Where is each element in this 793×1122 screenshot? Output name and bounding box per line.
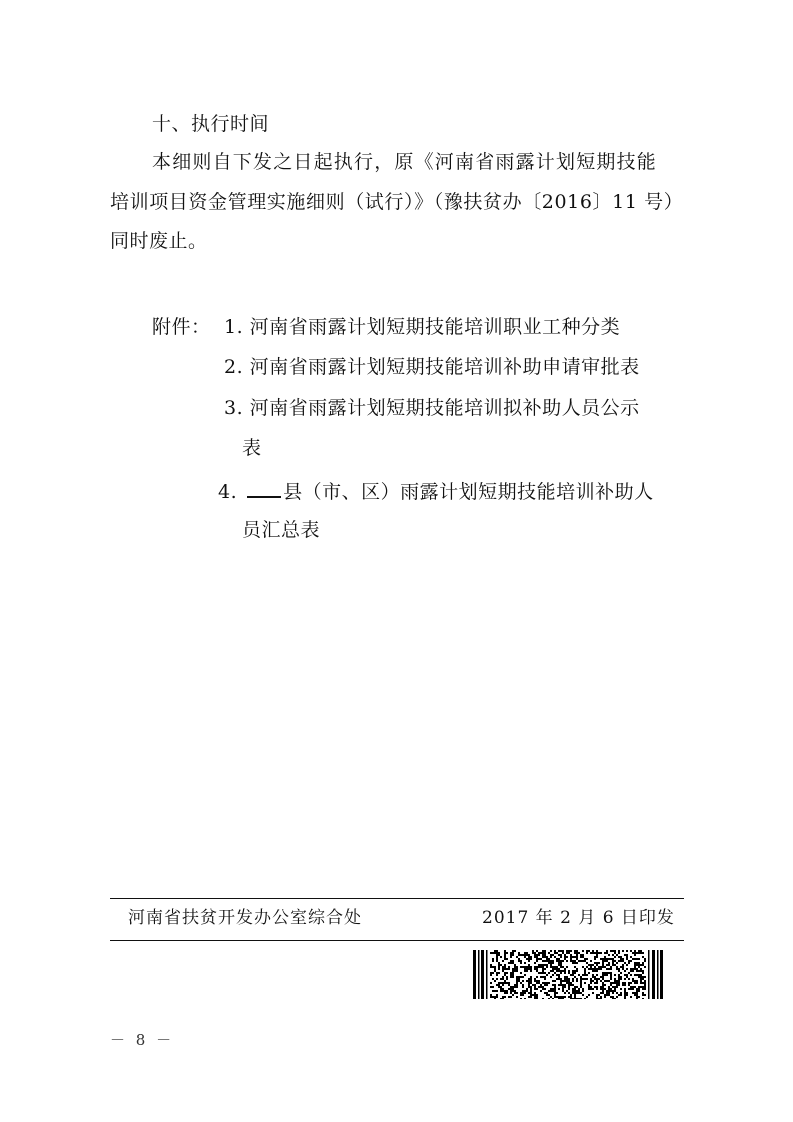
issue-date: 2017 年 2 月 6 日印发 (482, 908, 675, 928)
paragraph-line: 培训项目资金管理实施细则（试行）》（豫扶贫办〔2016〕11 号） (110, 191, 684, 213)
paragraph-line: 本细则自下发之日起执行，原《河南省雨露计划短期技能 (152, 151, 658, 173)
attachment-item-4-continued: 员汇总表 (242, 519, 321, 541)
attachment-item-1: 1. 河南省雨露计划短期技能培训职业工种分类 (224, 316, 621, 338)
footer-rule-top (110, 898, 684, 899)
barcode-icon (472, 950, 664, 999)
footer-rule-bottom (110, 940, 684, 941)
attachment-item-3: 3. 河南省雨露计划短期技能培训拟补助人员公示 (224, 397, 640, 419)
attachment-item-4-number: 4. (218, 481, 238, 503)
paragraph-line: 同时废止。 (110, 230, 208, 252)
attachment-item-4-text: 县（市、区）雨露计划短期技能培训补助人 (283, 481, 654, 503)
attachment-item-3-continued: 表 (242, 437, 262, 459)
attachments-label: 附件： (152, 316, 211, 338)
section-heading: 十、执行时间 (152, 113, 270, 135)
attachment-item-2: 2. 河南省雨露计划短期技能培训补助申请审批表 (224, 356, 640, 378)
fill-in-blank (247, 478, 281, 498)
attachment-item-4 (218, 478, 654, 504)
issuing-office: 河南省扶贫开发办公室综合处 (128, 908, 362, 928)
page-number: － 8 － (110, 1031, 175, 1049)
